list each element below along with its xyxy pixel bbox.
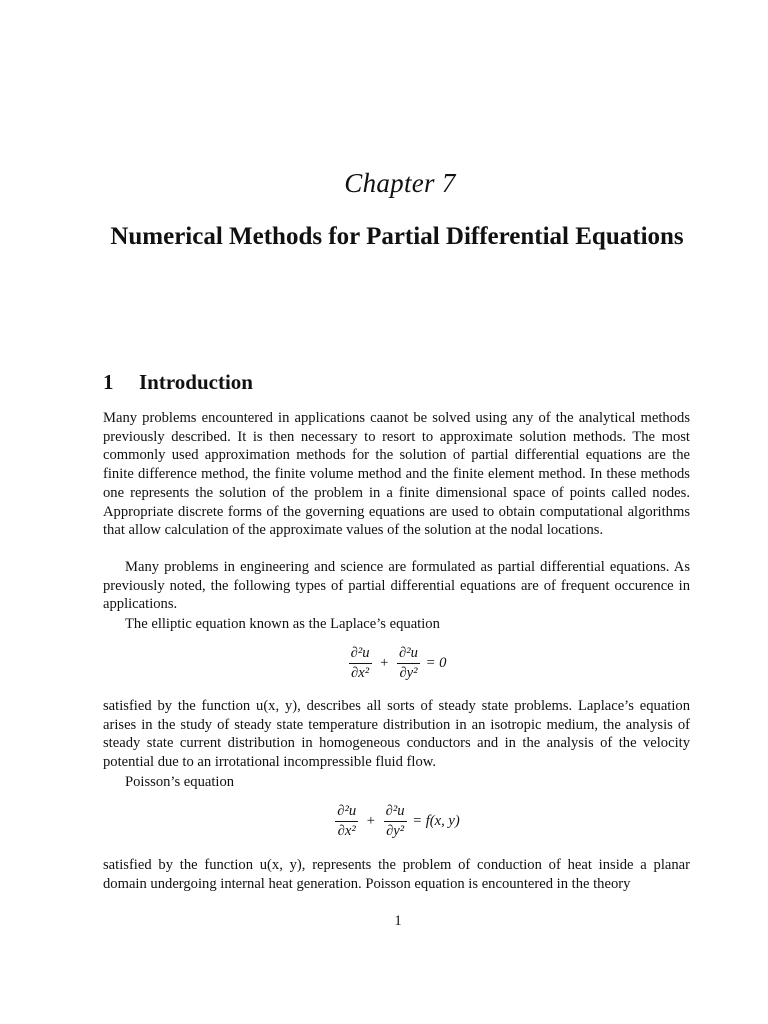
denominator: ∂x²	[351, 665, 370, 681]
numerator: ∂²u	[397, 645, 420, 664]
denominator: ∂x²	[337, 823, 356, 839]
section-title: Introduction	[139, 370, 253, 394]
right-hand-side: = f(x, y)	[412, 813, 460, 829]
laplace-equation	[103, 645, 690, 682]
numerator: ∂²u	[349, 645, 372, 664]
paragraph-poisson-description: satisfied by the function u(x, y), represents the problem of conduction of heat inside a planar domain undergoing internal heat generation. Poisson equation is encountered in the theory	[103, 857, 690, 892]
plus-operator: +	[380, 655, 389, 671]
plus-operator: +	[366, 813, 376, 829]
section-number: 1	[103, 370, 114, 394]
poisson-equation	[103, 803, 690, 840]
numerator: ∂²u	[384, 803, 407, 822]
paragraph-laplace-description: satisfied by the function u(x, y), describes all sorts of steady state problems. Laplace’s equation arises in the study of steady state temperature distribution in an isotropic medium, the analysis of steady state current distribution in homogeneous conductors and in the analysis of the velocity potential due to an irrotational incompressible fluid flow.	[103, 698, 690, 771]
page-number: 1	[394, 913, 402, 929]
denominator: ∂y²	[386, 823, 405, 839]
fraction	[384, 803, 407, 840]
chapter-title: Numerical Methods for Partial Differential Equations	[110, 223, 684, 250]
paragraph-poisson-intro: Poisson’s equation	[125, 774, 235, 790]
fraction	[335, 803, 358, 840]
numerator: ∂²u	[335, 803, 358, 822]
paragraph-intro: Many problems encountered in applications caanot be solved using any of the analytical methods previously described. It is then necessary to resort to approximate solution methods. The most commonly used approximation methods for the solution of partial differential equations are the finite difference method, the finite volume method and the finite element method. In these methods one represents the solution of the problem in a finite dimensional space of points called nodes. Appropriate discrete forms of the governing equations are used to obtain computational algorithms that allow calculation of the approximate values of the solution at the nodal locations.	[103, 410, 690, 539]
denominator: ∂y²	[399, 665, 418, 681]
right-hand-side: = 0	[425, 655, 447, 671]
chapter-label: Chapter 7	[344, 168, 456, 198]
fraction	[349, 645, 372, 682]
paragraph-pde-types: Many problems in engineering and science are formulated as partial differential equations. As previously noted, the following types of partial differential equations are of frequent occurence in applications.	[103, 559, 690, 613]
paragraph-laplace-intro: The elliptic equation known as the Laplace’s equation	[125, 616, 440, 632]
fraction	[397, 645, 420, 682]
section-heading	[103, 370, 253, 395]
